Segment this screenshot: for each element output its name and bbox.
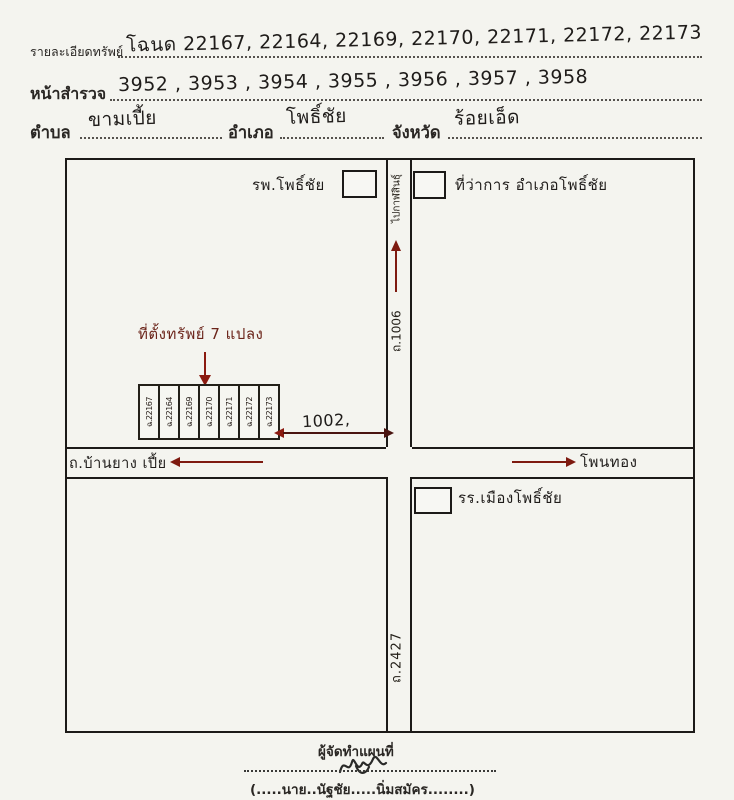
distance-value: 1002, xyxy=(301,409,351,432)
deed-numbers-value: โฉนด 22167, 22164, 22169, 22170, 22171, 22172, 22173 xyxy=(125,21,703,57)
parcel-number: ฉ.22169 xyxy=(184,397,194,427)
district-office-building-box xyxy=(413,171,446,199)
parcel-number: ฉ.22170 xyxy=(204,397,214,427)
school-building-box xyxy=(414,487,452,514)
survey-page-numbers: 3952 , 3953 , 3954 , 3955 , 3956 , 3957 , 3958 xyxy=(117,65,589,97)
parcel-number: ฉ.22164 xyxy=(164,397,174,427)
dotted-underline xyxy=(118,56,702,58)
west-road-bottom-edge xyxy=(67,477,386,479)
arrow-up-shaft xyxy=(395,250,397,292)
district-value: โพธิ์ชัย xyxy=(285,104,348,130)
hospital-building-box xyxy=(342,170,377,198)
parcel-number: ฉ.22172 xyxy=(244,397,254,427)
west-road-top-edge xyxy=(67,447,386,449)
arrow-right-icon xyxy=(384,428,394,438)
preparer-name: (.....นาย..นัฐชัย.....นิ่มสมัคร........) xyxy=(250,782,475,798)
east-road-top-edge xyxy=(412,447,693,449)
distance-arrow-shaft xyxy=(283,432,387,434)
district-label: อำเภอ xyxy=(228,123,274,142)
map-border xyxy=(65,158,695,733)
province-value: ร้อยเอ็ด xyxy=(453,106,521,130)
signature-scribble xyxy=(336,750,390,778)
parcel-cell xyxy=(140,386,160,438)
dotted-underline xyxy=(448,137,702,139)
province-label: จังหวัด xyxy=(392,123,441,142)
parcel-cell xyxy=(180,386,200,438)
parcel-cell xyxy=(240,386,260,438)
property-detail-label: รายละเอียดทรัพย์ xyxy=(30,44,124,59)
parcel-cell xyxy=(220,386,240,438)
property-location-note: ที่ตั้งทรัพย์ 7 แปลง xyxy=(138,325,264,343)
signature-dotted-line xyxy=(244,770,496,772)
hospital-label: รพ.โพธิ์ชัย xyxy=(252,176,325,194)
survey-page-label: หน้าสำรวจ xyxy=(30,84,107,103)
arrow-right-icon xyxy=(566,457,576,467)
school-label: รร.เมืองโพธิ์ชัย xyxy=(458,489,563,507)
dotted-underline xyxy=(110,99,702,101)
dotted-underline xyxy=(280,137,384,139)
parcel-number: ฉ.22167 xyxy=(144,397,154,427)
south-road-name: ถ.2427 xyxy=(389,631,405,683)
east-road-bottom-edge xyxy=(412,477,693,479)
arrow-down-shaft xyxy=(204,352,206,376)
east-destination-label: โพนทอง xyxy=(580,453,638,471)
subdistrict-label: ตำบล xyxy=(30,123,71,142)
subdistrict-value: ขามเปี้ย xyxy=(87,106,158,132)
dotted-underline xyxy=(80,137,222,139)
south-road-right-edge xyxy=(410,477,412,731)
parcel-strip xyxy=(138,384,280,440)
district-office-label: ที่ว่าการ อำเภอโพธิ์ชัย xyxy=(455,176,608,194)
west-arrow-shaft xyxy=(179,461,263,463)
east-arrow-shaft xyxy=(512,461,568,463)
map-preparer-label: ผู้จัดทำแผนที่ xyxy=(318,744,394,760)
parcel-cell xyxy=(160,386,180,438)
north-road-right-edge xyxy=(410,160,412,447)
parcel-number: ฉ.22171 xyxy=(224,397,234,427)
north-destination-label: ไปกาฬสินธุ์ xyxy=(391,174,403,224)
north-road-name: ถ.1006 xyxy=(389,310,404,352)
parcel-number: ฉ.22173 xyxy=(264,397,274,427)
parcel-cell xyxy=(200,386,220,438)
west-road-name: ถ.บ้านยาง เปี้ย xyxy=(69,456,167,472)
